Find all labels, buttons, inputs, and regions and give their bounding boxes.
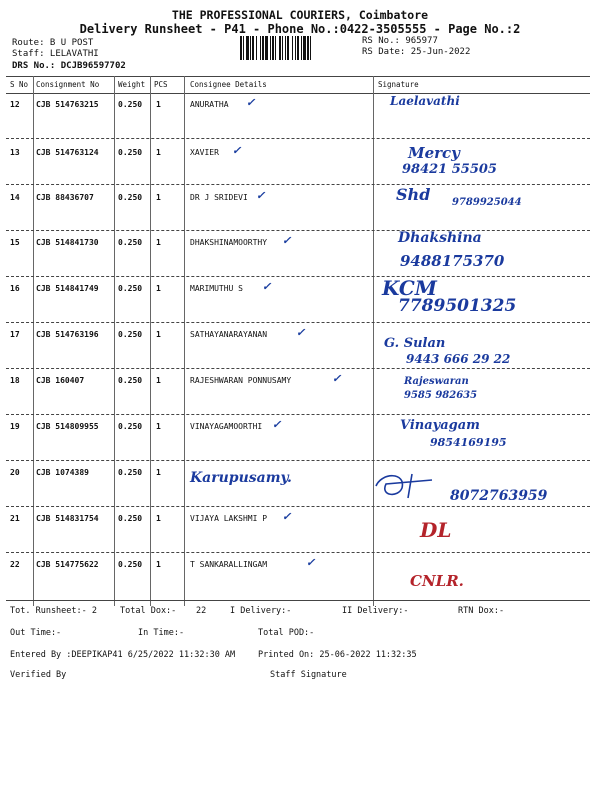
row-consignee: XAVIER xyxy=(190,148,219,157)
verified-by: Verified By xyxy=(10,670,67,680)
check-mark-icon: ✓ xyxy=(246,96,256,109)
rs-date: RS Date: 25-Jun-2022 xyxy=(362,47,471,57)
row-consignee: MARIMUTHU S xyxy=(190,284,243,293)
col-weight: Weight xyxy=(118,80,146,89)
signature-scribble xyxy=(372,470,452,500)
row-weight: 0.250 xyxy=(118,238,143,247)
row-consignment: CJB 514763124 xyxy=(36,148,99,157)
phone-number: 9443 666 29 22 xyxy=(406,352,511,366)
total-dox-label: Total Dox:- xyxy=(120,606,177,616)
signature: Mercy xyxy=(408,144,460,162)
check-mark-icon: ✓ xyxy=(282,234,292,247)
row-consignee: RAJESHWARAN PONNUSAMY xyxy=(190,376,292,385)
row-pcs: 1 xyxy=(156,560,161,569)
row-divider xyxy=(6,138,590,139)
row-divider xyxy=(6,230,590,231)
row-consignment: CJB 160407 xyxy=(36,376,85,385)
row-consignment: CJB 514841749 xyxy=(36,284,99,293)
signature: KCM xyxy=(382,276,437,300)
row-weight: 0.250 xyxy=(118,514,143,523)
row-pcs: 1 xyxy=(156,422,161,431)
check-mark-icon: ✓ xyxy=(272,418,282,431)
row-pcs: 1 xyxy=(156,284,161,293)
row-consignment: CJB 88436707 xyxy=(36,193,94,202)
col-consignment: Consignment No xyxy=(36,80,100,89)
company-title: THE PROFESSIONAL COURIERS, Coimbatore xyxy=(171,8,429,22)
phone-number: 9854169195 xyxy=(430,436,507,449)
signature: Vinayagam xyxy=(400,418,480,433)
row-weight: 0.250 xyxy=(118,468,143,477)
staff-signature: Staff Signature xyxy=(270,670,347,680)
phone-number: 98421 55505 xyxy=(402,162,497,177)
rtn-dox: RTN Dox:- xyxy=(458,606,505,616)
col-pcs: PCS xyxy=(154,80,168,89)
row-sno: 15 xyxy=(10,238,20,247)
row-consignment: CJB 514763215 xyxy=(36,100,99,109)
entered-by: Entered By :DEEPIKAP41 6/25/2022 11:32:30 AM xyxy=(10,650,236,660)
row-consignee: DHAKSHINAMOORTHY xyxy=(190,238,268,247)
row-divider xyxy=(6,368,590,369)
row-divider xyxy=(6,322,590,323)
check-mark-icon: ✓ xyxy=(296,326,306,339)
row-pcs: 1 xyxy=(156,148,161,157)
signature: G. Sulan xyxy=(384,336,446,351)
in-time: In Time:- xyxy=(138,628,185,638)
table-bottom-rule xyxy=(6,600,590,601)
row-divider xyxy=(6,552,590,553)
row-divider xyxy=(6,276,590,277)
header-bottom-rule xyxy=(6,93,590,94)
check-mark-icon: ✓ xyxy=(306,556,316,569)
row-consignee: T SANKARALLINGAM xyxy=(190,560,268,569)
check-mark-icon: ✓ xyxy=(262,280,272,293)
row-pcs: 1 xyxy=(156,238,161,247)
row-weight: 0.250 xyxy=(118,330,143,339)
row-sno: 18 xyxy=(10,376,20,385)
row-weight: 0.250 xyxy=(118,376,143,385)
row-consignee: ANURATHA xyxy=(190,100,229,109)
printed-on: Printed On: 25-06-2022 11:32:35 xyxy=(258,650,417,660)
row-divider xyxy=(6,460,590,461)
total-dox-value: 22 xyxy=(196,606,207,616)
route-label: Route: B U POST xyxy=(12,38,94,48)
row-consignee: VINAYAGAMOORTHI xyxy=(190,422,263,431)
i-delivery: I Delivery:- xyxy=(230,606,292,616)
phone-number: 7789501325 xyxy=(398,296,517,316)
table-row xyxy=(0,144,600,192)
row-weight: 0.250 xyxy=(118,560,143,569)
row-pcs: 1 xyxy=(156,100,161,109)
row-divider xyxy=(6,184,590,185)
row-consignment: CJB 514831754 xyxy=(36,514,99,523)
barcode xyxy=(240,36,352,60)
check-mark-icon: ✓ xyxy=(232,144,242,157)
signature: CNLR. xyxy=(410,572,464,590)
col-consignee: Consignee Details xyxy=(190,80,267,89)
row-sno: 14 xyxy=(10,193,20,202)
phone-number: 9585 982635 xyxy=(404,390,478,401)
row-sno: 12 xyxy=(10,100,20,109)
signature: Laelavathi xyxy=(390,94,460,108)
row-sno: 21 xyxy=(10,514,20,523)
total-runsheet: Tot. Runsheet:- 2 xyxy=(10,606,97,616)
table-top-rule xyxy=(6,76,590,77)
row-weight: 0.250 xyxy=(118,422,143,431)
signature: Rajeswaran xyxy=(404,376,469,387)
check-mark-icon: ✓ xyxy=(256,189,266,202)
row-consignment: CJB 514809955 xyxy=(36,422,99,431)
row-consignee: SATHAYANARAYANAN xyxy=(190,330,268,339)
row-consignment: CJB 1074389 xyxy=(36,468,89,477)
phone-number: 9488175370 xyxy=(400,252,505,270)
out-time: Out Time:- xyxy=(10,628,62,638)
ii-delivery: II Delivery:- xyxy=(342,606,409,616)
row-pcs: 1 xyxy=(156,514,161,523)
row-consignee: VIJAYA LAKSHMI P xyxy=(190,514,268,523)
phone-number: 9789925044 xyxy=(452,197,522,208)
drs-label: DRS No.: DCJB96597702 xyxy=(12,61,126,71)
row-pcs: 1 xyxy=(156,330,161,339)
row-sno: 22 xyxy=(10,560,20,569)
table-row xyxy=(0,556,600,604)
signature: DL xyxy=(420,518,452,542)
phone-number: 8072763959 xyxy=(450,488,548,504)
row-consignment: CJB 514763196 xyxy=(36,330,99,339)
staff-label: Staff: LELAVATHI xyxy=(12,49,99,59)
row-sno: 19 xyxy=(10,422,20,431)
col-signature: Signature xyxy=(378,80,419,89)
signature: Shd xyxy=(396,185,431,204)
rs-number: RS No.: 965977 xyxy=(362,36,438,46)
row-pcs: 1 xyxy=(156,468,161,477)
check-mark-icon: ✓ xyxy=(282,510,292,523)
row-weight: 0.250 xyxy=(118,100,143,109)
total-pod: Total POD:- xyxy=(258,628,315,638)
signature: Dhakshina xyxy=(398,230,482,246)
row-sno: 17 xyxy=(10,330,20,339)
check-mark-icon: ✓ xyxy=(332,372,342,385)
row-weight: 0.250 xyxy=(118,284,143,293)
row-sno: 16 xyxy=(10,284,20,293)
row-sno: 13 xyxy=(10,148,20,157)
row-pcs: 1 xyxy=(156,376,161,385)
row-consignee: DR J SRIDEVI xyxy=(190,193,248,202)
runsheet-subtitle: Delivery Runsheet - P41 - Phone No.:0422-3505555 - Page No.:2 xyxy=(79,22,521,36)
row-pcs: 1 xyxy=(156,193,161,202)
row-divider xyxy=(6,414,590,415)
handwritten-consignee: Karupusamy. xyxy=(190,470,292,486)
row-weight: 0.250 xyxy=(118,148,143,157)
row-divider xyxy=(6,506,590,507)
row-consignment: CJB 514841730 xyxy=(36,238,99,247)
col-sno: S No xyxy=(10,80,29,89)
row-weight: 0.250 xyxy=(118,193,143,202)
row-sno: 20 xyxy=(10,468,20,477)
row-consignment: CJB 514775622 xyxy=(36,560,99,569)
